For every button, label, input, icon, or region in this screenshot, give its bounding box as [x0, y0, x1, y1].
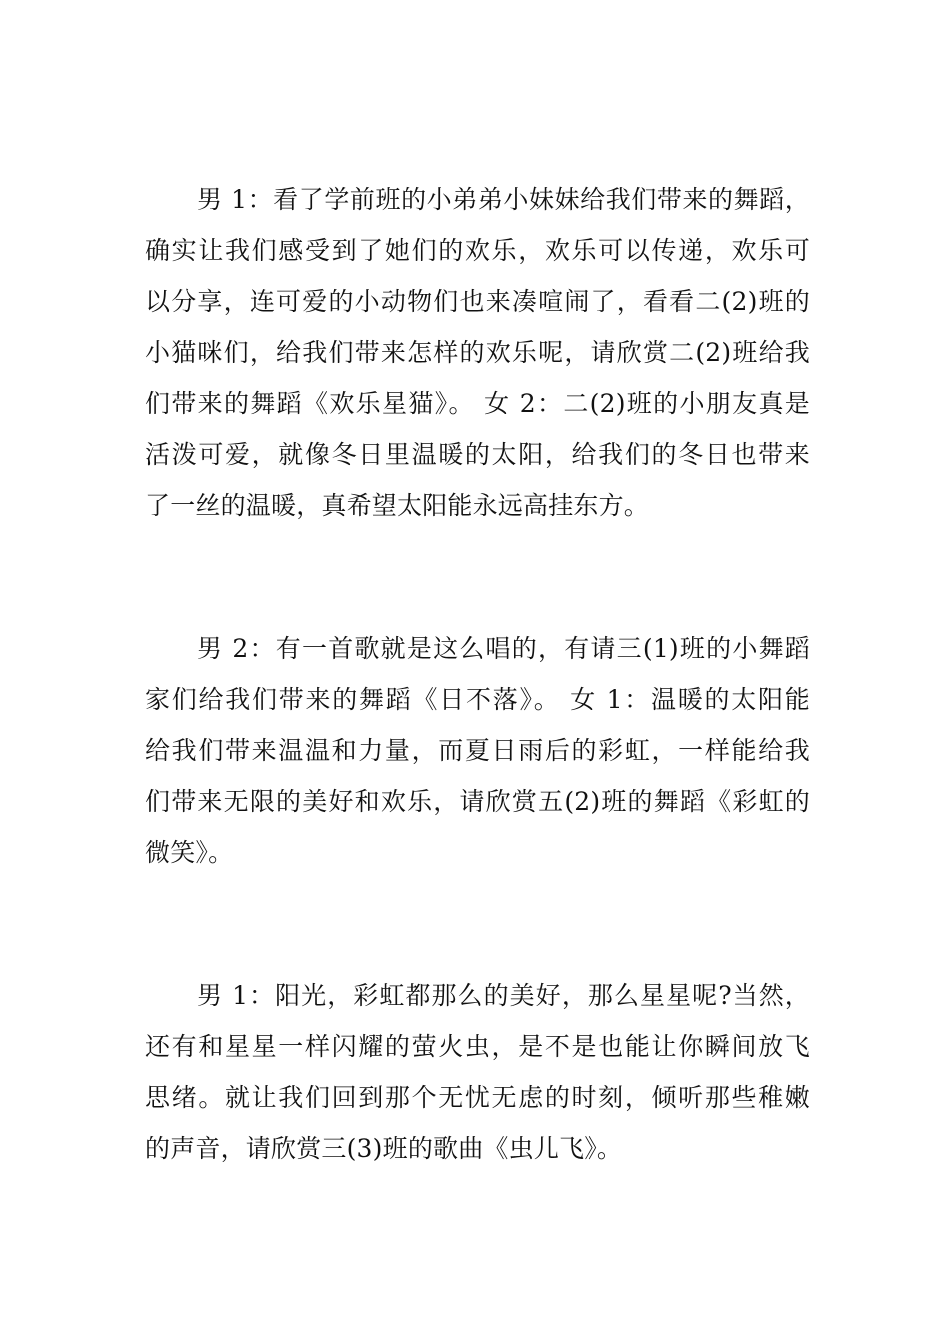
text-line: 确实让我们感受到了她们的欢乐，欢乐可以传递，欢乐可: [145, 236, 810, 265]
text-line: 的声音，请欣赏三(3)班的歌曲《虫儿飞》。: [145, 1134, 623, 1163]
text-line: 们带来的舞蹈《欢乐星猫》。 女 2：二(2)班的小朋友真是: [145, 389, 810, 418]
text-line: 了一丝的温暖，真希望太阳能永远高挂东方。: [145, 491, 650, 520]
paragraph-2: [145, 623, 810, 878]
text-line: 男 2：有一首歌就是这么唱的，有请三(1)班的小舞蹈: [197, 634, 810, 663]
text-line: 还有和星星一样闪耀的萤火虫，是不是也能让你瞬间放飞: [145, 1032, 810, 1061]
text-line: 以分享，连可爱的小动物们也来凑喧闹了，看看二(2)班的: [145, 287, 810, 316]
text-line: 们带来无限的美好和欢乐，请欣赏五(2)班的舞蹈《彩虹的: [145, 787, 810, 816]
paragraph-3: [145, 970, 810, 1174]
text-line: 微笑》。: [145, 838, 234, 867]
paragraph-1: [145, 174, 810, 531]
text-line: 男 1：看了学前班的小弟弟小妹妹给我们带来的舞蹈，: [197, 185, 810, 214]
text-line: 男 1：阳光，彩虹都那么的美好，那么星星呢?当然，: [197, 981, 810, 1010]
text-line: 给我们带来温温和力量，而夏日雨后的彩虹，一样能给我: [145, 736, 810, 765]
text-line: 活泼可爱，就像冬日里温暖的太阳，给我们的冬日也带来: [145, 440, 810, 469]
text-line: 家们给我们带来的舞蹈《日不落》。 女 1：温暖的太阳能: [145, 685, 810, 714]
text-line: 小猫咪们，给我们带来怎样的欢乐呢，请欣赏二(2)班给我: [145, 338, 810, 367]
text-line: 思绪。就让我们回到那个无忧无虑的时刻，倾听那些稚嫩: [145, 1083, 810, 1112]
